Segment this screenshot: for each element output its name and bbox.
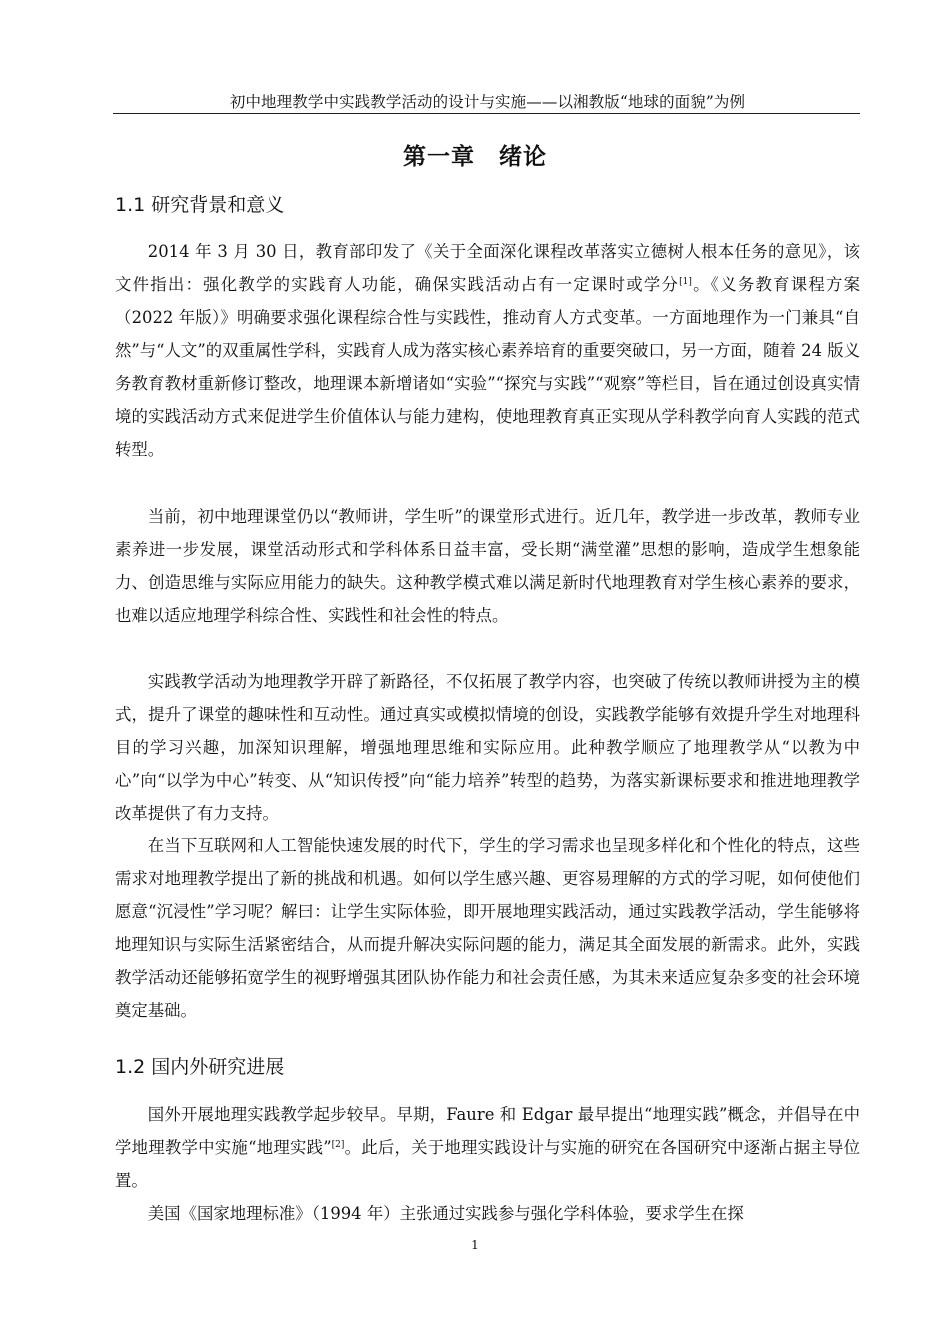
- paragraph-text: 2014 年 3 月 30 日，教育部印发了《关于全面深化课程改革落实立德树人根本任务的意见》，该文件指出：强化教学的实践育人功能，确保实践活动占有一定课时或学分: [115, 242, 860, 294]
- section-title-1-2: 1.2 国内外研究进展: [115, 1056, 285, 1078]
- paragraph-text: 。《义务教育课程方案（2022 年版）》明确要求强化课程综合性与实践性，推动育人方式变革。一方面地理作为一门兼具“自然”与“人文”的双重属性学科，实践育人成为落实核心素养培育的重要突破口，另一方面，随着 24 版义务教育教材重新修订整改，地理课本新增诸如“实验”“探究与实践”“观察”等栏目，旨在通过创设真实情境的实践活动方式来促进学生价值体认与能力建构，使地理教育真正实现从学科教学向育人实践的范式转型。: [115, 275, 860, 459]
- paragraph-text: 国外开展地理实践教学起步较早。早期，Faure 和 Edgar 最早提出“地理实践”概念，并倡导在中学地理教学中实施“地理实践”: [115, 1105, 860, 1157]
- header-divider: [113, 113, 860, 114]
- paragraph-1-2-1: [115, 1098, 860, 1197]
- page-number: 1: [471, 1238, 479, 1252]
- paragraph-1-1-2: 当前，初中地理课堂仍以“教师讲，学生听”的课堂形式进行。近几年，教学进一步改革，教师专业素养进一步发展，课堂活动形式和学科体系日益丰富，受长期“满堂灌”思想的影响，造成学生想象能力、创造思维与实际应用能力的缺失。这种教学模式难以满足新时代地理教育对学生核心素养的要求，也难以适应地理学科综合性、实践性和社会性的特点。: [115, 507, 860, 625]
- paragraph-1-1-4: 在当下互联网和人工智能快速发展的时代下，学生的学习需求也呈现多样化和个性化的特点，这些需求对地理教学提出了新的挑战和机遇。如何以学生感兴趣、更容易理解的方式的学习呢，如何使他们愿意“沉浸性”学习呢？解曰：让学生实际体验，即开展地理实践活动，通过实践教学活动，学生能够将地理知识与实际生活紧密结合，从而提升解决实际问题的能力，满足其全面发展的新需求。此外，实践教学活动还能够拓宽学生的视野增强其团队协作能力和社会责任感，为其未来适应复杂多变的社会环境奠定基础。: [115, 836, 860, 1020]
- paragraph-1-1-3: 实践教学活动为地理教学开辟了新路径，不仅拓展了教学内容，也突破了传统以教师讲授为主的模式，提升了课堂的趣味性和互动性。通过真实或模拟情境的创设，实践教学能够有效提升学生对地理科目的学习兴趣，加深知识理解，增强地理思维和实际应用。此种教学顺应了地理教学从“以教为中心”向“以学为中心”转变、从“知识传授”向“能力培养”转型的趋势，为落实新课标要求和推进地理教学改革提供了有力支持。: [115, 672, 860, 823]
- paragraph-1-1-1: [115, 235, 860, 466]
- running-header: 初中地理教学中实践教学活动的设计与实施——以湘教版“地球的面貌”为例: [229, 93, 746, 111]
- chapter-title: 第一章 绪论: [403, 144, 547, 170]
- paragraph-text: 。此后，关于地理实践设计与实施的研究在各国研究中逐渐占据主导位置。: [115, 1138, 860, 1190]
- paragraph-1-2-2: 美国《国家地理标准》（1994 年）主张通过实践参与强化学科体验，要求学生在探: [147, 1204, 744, 1223]
- citation-marker: [1]: [679, 277, 692, 287]
- section-title-1-1: 1.1 研究背景和意义: [115, 194, 285, 216]
- citation-marker: [2]: [331, 1140, 345, 1150]
